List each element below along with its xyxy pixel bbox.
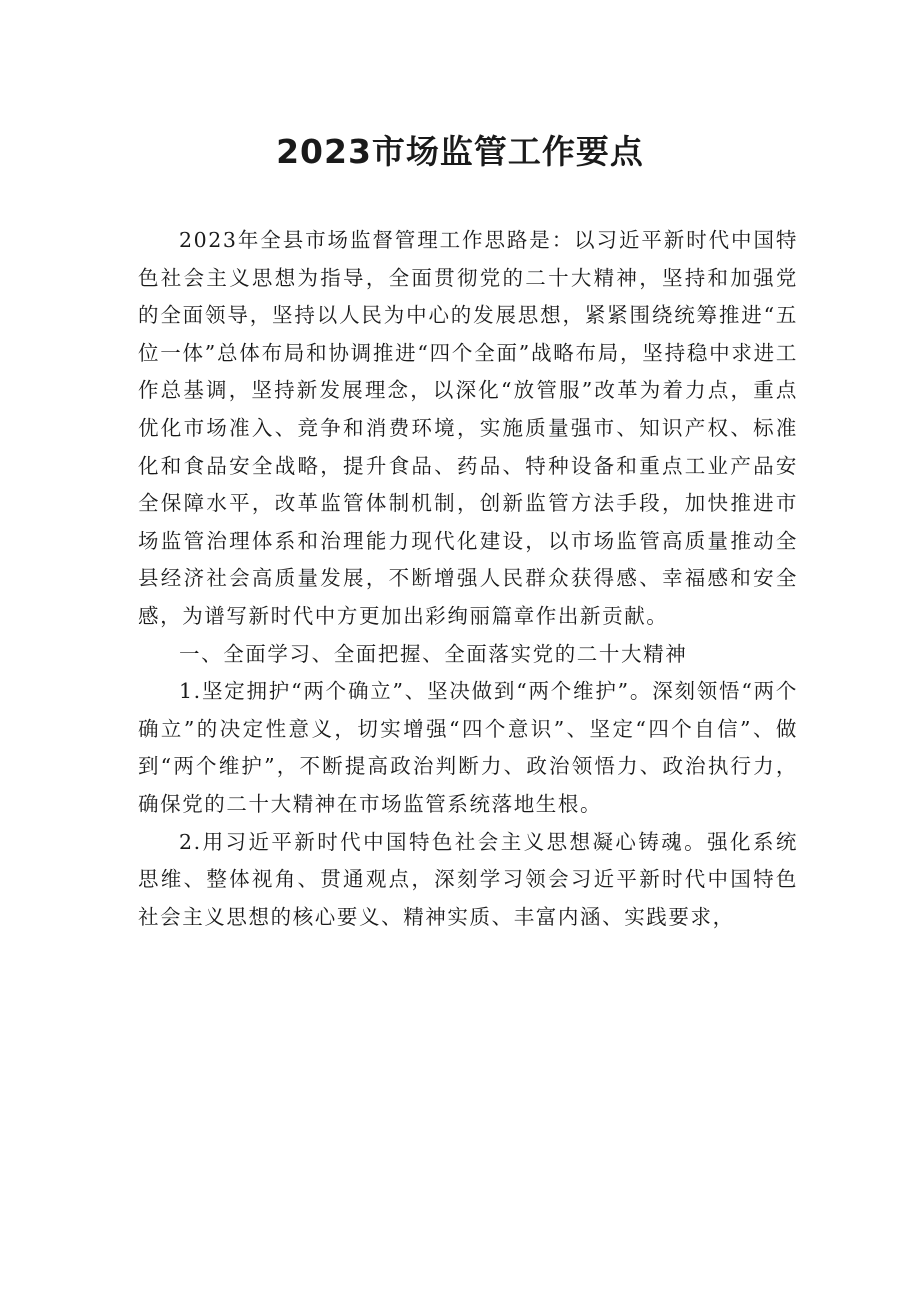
item-paragraph-1: 1.坚定拥护“两个确立”、坚决做到“两个维护”。深刻领悟“两个确立”的决定性意义，切实增强“四个意识”、坚定“四个自信”、做到“两个维护”，不断提高政治判断力、政治领悟力、政治执行力，确保党的二十大精神在市场监管系统落地生根。: [138, 679, 798, 816]
document-body: [138, 222, 798, 936]
item-paragraph-2: 2.用习近平新时代中国特色社会主义思想凝心铸魂。强化系统思维、整体视角、贯通观点，深刻学习领会习近平新时代中国特色社会主义思想的核心要义、精神实质、丰富内涵、实践要求，: [138, 829, 798, 929]
document-title: 2023市场监管工作要点: [276, 132, 644, 171]
section-heading-1: 一、全面学习、全面把握、全面落实党的二十大精神: [179, 641, 688, 666]
intro-paragraph: 2023年全县市场监督管理工作思路是：以习近平新时代中国特色社会主义思想为指导，全面贯彻党的二十大精神，坚持和加强党的全面领导，坚持以人民为中心的发展思想，紧紧围绕统筹推进“五位一体”总体布局和协调推进“四个全面”战略布局，坚持稳中求进工作总基调，坚持新发展理念，以深化“放管服”改革为着力点，重点优化市场准入、竞争和消费环境，实施质量强市、知识产权、标准化和食品安全战略，提升食品、药品、特种设备和重点工业产品安全保障水平，改革监管体制机制，创新监管方法手段，加快推进市场监管治理体系和治理能力现代化建设，以市场监管高质量推动全县经济社会高质量发展，不断增强人民群众获得感、幸福感和安全感，为谱写新时代中方更加出彩绚丽篇章作出新贡献。: [138, 228, 798, 628]
